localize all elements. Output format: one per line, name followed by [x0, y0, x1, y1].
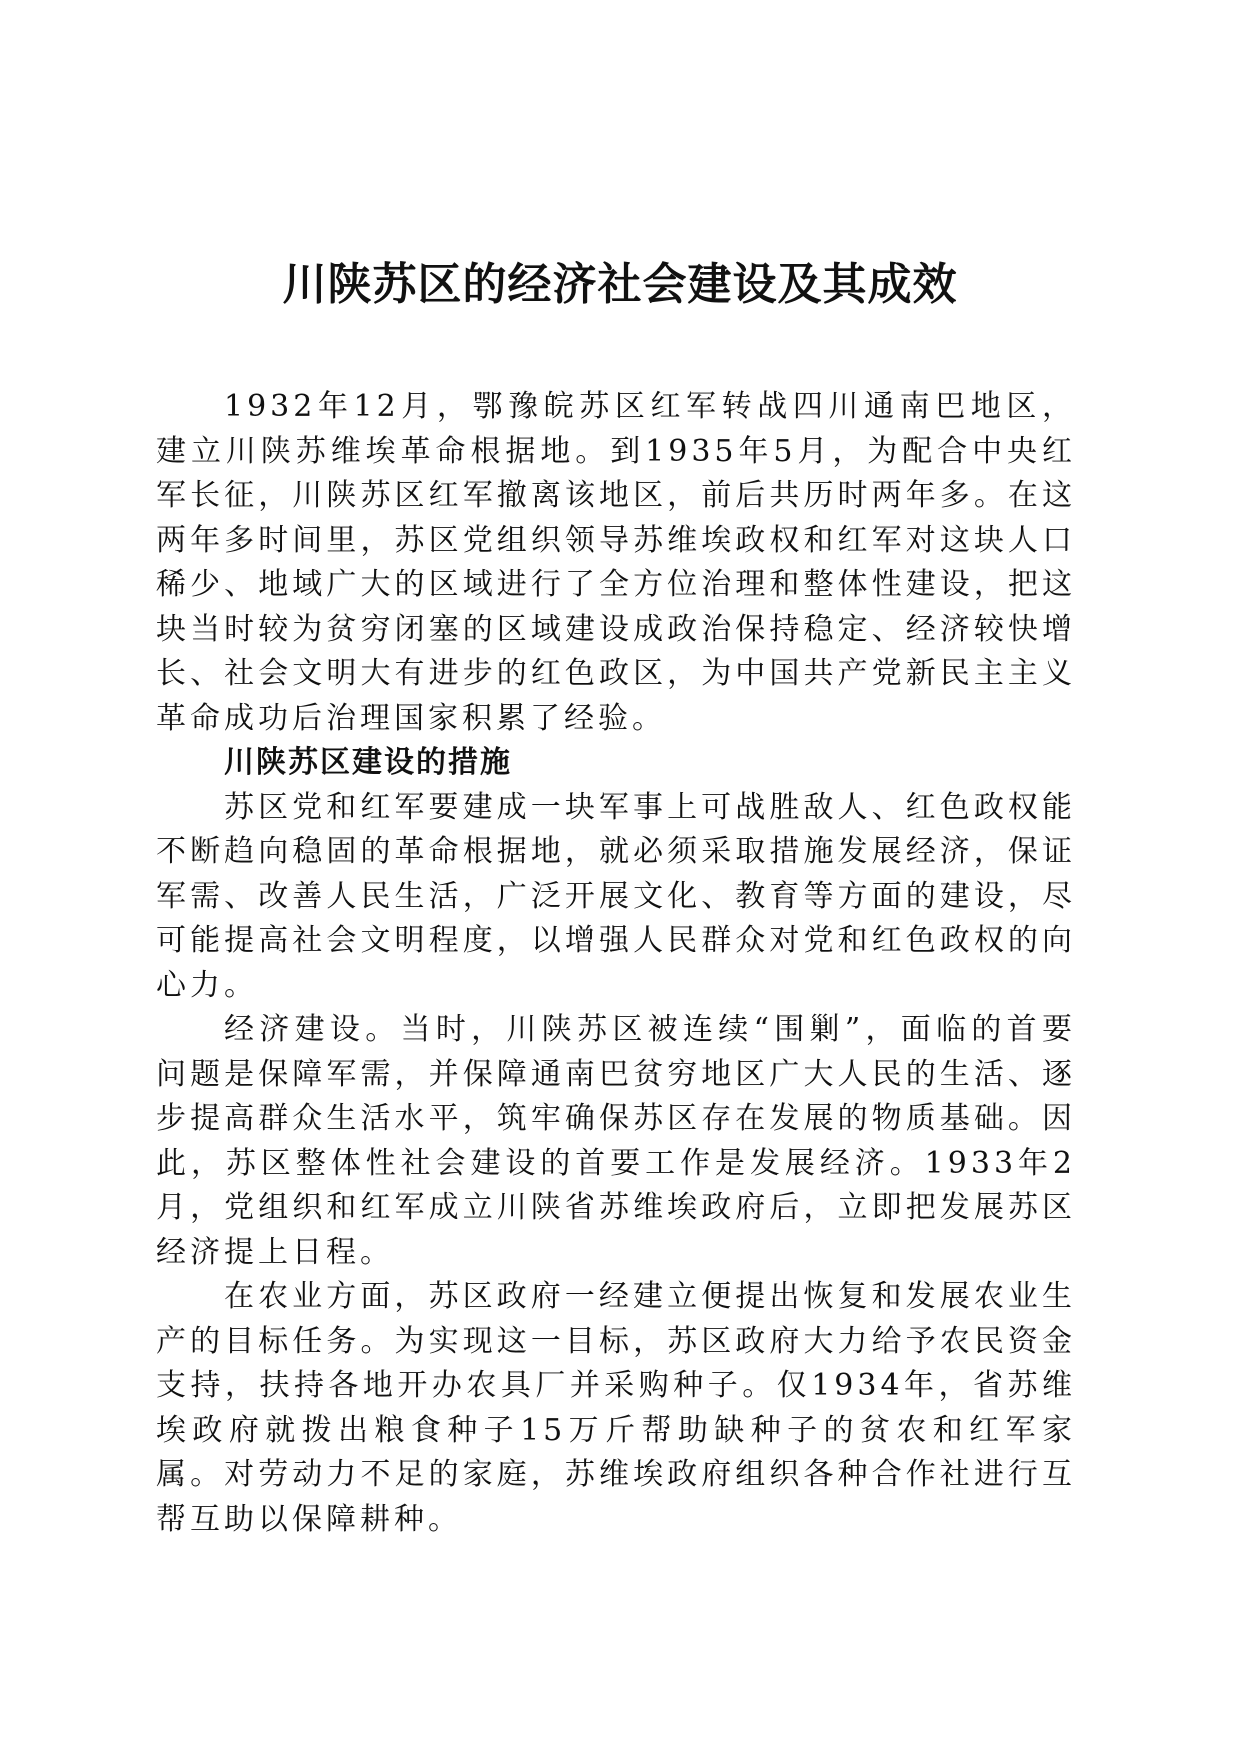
- paragraph-agriculture: 在农业方面，苏区政府一经建立便提出恢复和发展农业生产的目标任务。为实现这一目标，苏区政府大力给予农民资金支持，扶持各地开办农具厂并采购种子。仅1934年，省苏维埃政府就拨出粮食种子15万斤帮助缺种子的贫农和红军家属。对劳动力不足的家庭，苏维埃政府组织各种合作社进行互帮互助以保障耕种。: [156, 1279, 1076, 1537]
- document-body: [156, 385, 1076, 1542]
- section-heading: 川陕苏区建设的措施: [224, 745, 512, 780]
- paragraph-intro: 1932年12月，鄂豫皖苏区红军转战四川通南巴地区，建立川陕苏维埃革命根据地。到1935年5月，为配合中央红军长征，川陕苏区红军撤离该地区，前后共历时两年多。在这两年多时间里，苏区党组织领导苏维埃政权和红军对这块人口稀少、地域广大的区域进行了全方位治理和整体性建设，把这块当时较为贫穷闭塞的区域建设成政治保持稳定、经济较快增长、社会文明大有进步的红色政区，为中国共产党新民主主义革命成功后治理国家积累了经验。: [156, 389, 1076, 736]
- paragraph-measures: 苏区党和红军要建成一块军事上可战胜敌人、红色政权能不断趋向稳固的革命根据地，就必须采取措施发展经济，保证军需、改善人民生活，广泛开展文化、教育等方面的建设，尽可能提高社会文明程度，以增强人民群众对党和红色政权的向心力。: [156, 789, 1076, 1003]
- document-title: 川陕苏区的经济社会建设及其成效: [282, 259, 958, 310]
- paragraph-economic-construction: 经济建设。当时，川陕苏区被连续“围剿”，面临的首要问题是保障军需，并保障通南巴贫穷地区广大人民的生活、逐步提高群众生活水平，筑牢确保苏区存在发展的物质基础。因此，苏区整体性社会建设的首要工作是发展经济。1933年2月，党组织和红军成立川陕省苏维埃政府后，立即把发展苏区经济提上日程。: [156, 1012, 1076, 1270]
